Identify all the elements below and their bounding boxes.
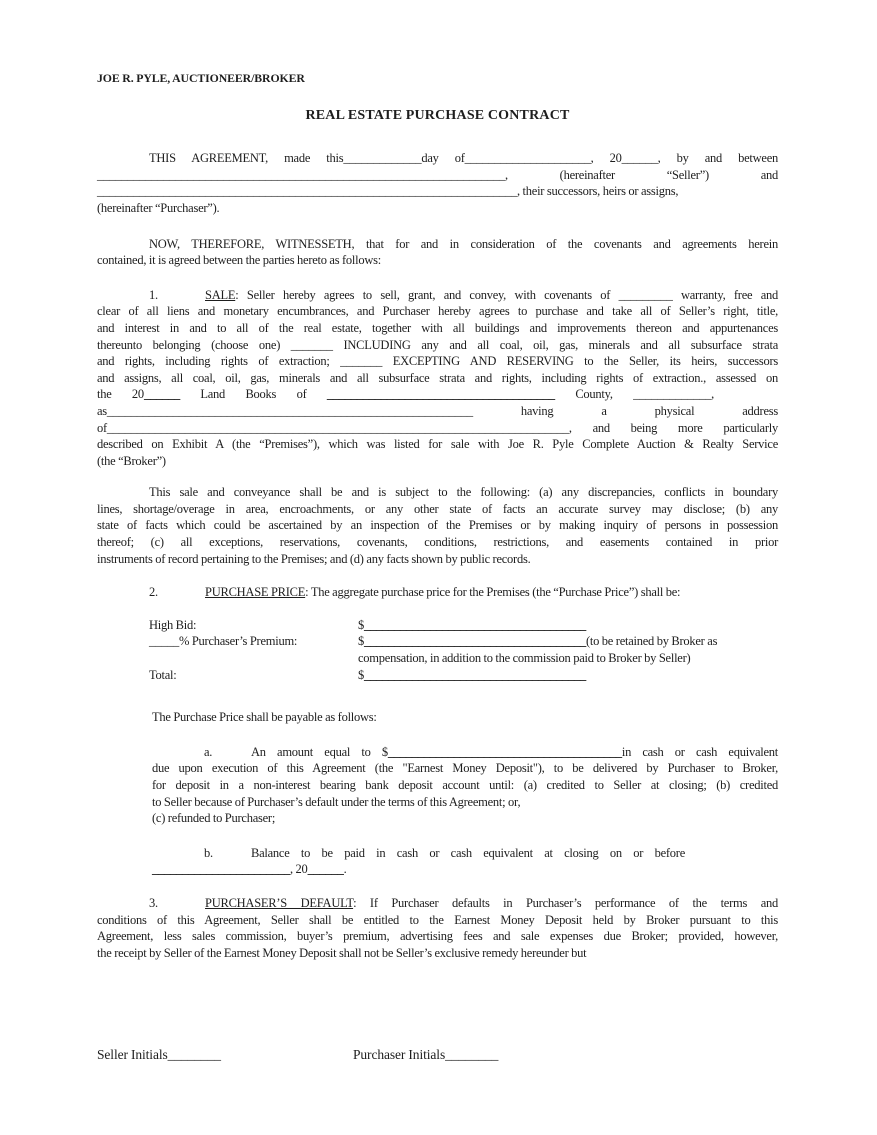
text-line [97,337,778,354]
text-line [97,200,778,217]
fill-in-blank: _____________________________________________________________ [106,403,473,418]
fill-in-blank: ______ [307,862,344,877]
text-line [152,777,778,794]
section-3-purchasers-default [97,895,778,961]
clause-letter: a. [204,744,213,759]
fill-in-blank: ____________________________________________________________________ [97,167,505,182]
price-premium-note [358,650,778,667]
text-line [97,287,778,304]
text-run: $ [358,634,364,649]
text-line [97,501,778,518]
text-line [152,794,778,811]
text-run: The Purchase Price shall be payable as follows: [152,710,377,725]
text-run: , by and between [657,151,779,166]
price-label [149,633,358,650]
text-run: Agreement, less sales commission, buyer’s premium, advertising fees and sale expenses due Broker; provided, however, [97,929,778,944]
text-run: : If Purchaser defaults in Purchaser’s performance of the terms and [353,895,778,910]
text-line [97,252,778,269]
text-run: This sale and conveyance shall be and is subject to the following: (a) any discrepancies, conflicts in boundary [149,485,778,500]
text-run: NOW, THEREFORE, WITNESSETH, that for and in consideration of the covenants and agreements herein [149,236,778,251]
text-line [152,760,778,777]
text-line [97,484,778,501]
text-line [97,320,778,337]
fill-in-blank: ______________________________________ [326,387,555,402]
text-run: compensation, in addition to the commission paid to Broker by Seller) [358,651,691,666]
text-run: : Seller hereby agrees to sell, grant, and convey, with covenants of [235,287,619,302]
text-run: EXCEPTING AND RESERVING to the Seller, its heirs, successors [382,354,778,369]
text-run: in cash or cash equivalent [621,744,778,759]
text-run: having a physical address [472,403,778,418]
text-run: instruments of record pertaining to the Premises; and (d) any facts shown by public records. [97,551,531,566]
text-run: and rights, including rights of extraction; [97,354,341,369]
text-line [97,420,778,437]
text-line [97,353,778,370]
fill-in-blank: _____________________________________ [364,634,586,649]
text-line [97,517,778,534]
clause-b-balance [152,845,778,878]
section-2-purchase-price [97,584,778,601]
price-value [358,668,586,682]
text-line [97,236,778,253]
text-run: , their successors, heirs or assigns, [517,184,679,199]
text-line [97,928,778,945]
fill-in-blank: _____________________ [464,151,591,166]
section-number: 1. [149,287,158,302]
text-run: due upon execution of this Agreement (the "Earnest Money Deposit"), to be delivered by Purchaser to Broker, [152,761,778,776]
text-line [97,945,778,962]
fill-in-blank: ______ [143,387,180,402]
text-run: thereunto belonging (choose one) [97,337,291,352]
text-run: and interest in and to all of the real estate, together with all buildings and improvements thereon and appurtenances [97,320,778,335]
section-heading: SALE [205,287,236,302]
fill-in-blank: _______ [340,354,383,369]
fill-in-blank: ______ [621,151,658,166]
section-heading: PURCHASER’S DEFAULT [205,895,354,910]
text-run: to Seller because of Purchaser’s default under the terms of this Agreement; or, [152,794,521,809]
text-run: , and being more particularly [568,420,778,435]
fill-in-blank: _______________________________________ [387,744,622,759]
text-line [97,436,778,453]
text-run: Land Books of [179,387,327,402]
text-run: $ [358,617,364,632]
text-line [97,584,778,601]
text-line [97,183,778,200]
price-row-premium [97,633,778,650]
text-run: Seller Initials [97,1047,168,1063]
text-line [97,453,778,470]
text-run: thereof; (c) all exceptions, reservations, covenants, conditions, restrictions, and easements contained in prior [97,535,778,550]
text-line [97,895,778,912]
text-line [97,167,778,184]
text-run: THIS AGREEMENT, made this [149,151,344,166]
initials-footer [97,1047,778,1064]
seller-initials-line [97,1047,353,1064]
text-run: (the “Broker”) [97,453,166,468]
text-run: , (hereinafter “Seller”) and [505,167,778,182]
text-run: clear of all liens and monetary encumbrances, and Purchaser hereby agrees to purchase and take all of Seller’s right, title, [97,304,778,319]
fill-in-blank: _______ [290,337,333,352]
fill-in-blank: _____________ [633,387,712,402]
price-row-high-bid [97,617,778,634]
clause-a-earnest-money [152,744,778,827]
fill-in-blank: _____ [149,634,179,649]
text-run: % Purchaser’s Premium: [179,634,298,649]
text-run: conditions of this Agreement, Seller shall be entitled to the Earnest Money Deposit held by Broker pursuant to this [97,912,778,927]
text-line [152,845,778,862]
text-line [97,534,778,551]
fill-in-blank: _____________________________________________________________________________ [106,420,569,435]
text-run: $ [358,667,364,682]
text-line [152,861,778,878]
text-run: of [97,420,107,435]
text-run: , 20 [590,151,622,166]
subject-to-clause [97,484,778,567]
fill-in-blank: _____________ [343,151,422,166]
text-run: (to be retained by Broker as [586,634,718,649]
price-value [358,618,586,632]
agreement-intro-paragraph [97,150,778,216]
text-run: (c) refunded to Purchaser; [152,811,276,826]
text-run: , [711,387,714,402]
text-line [97,370,778,387]
price-label [149,667,358,684]
fill-in-blank: _____________________________________ [364,617,586,632]
text-line [97,403,778,420]
purchaser-initials-line [353,1047,498,1062]
text-run: , 20 [290,862,308,877]
fill-in-blank: _____________________________________ [364,667,586,682]
text-line [97,912,778,929]
text-run: High Bid: [149,617,197,632]
text-run: state of facts which could be ascertained by an inspection of the Premises or by making inquiry of persons in possession [97,518,778,533]
text-run: Balance to be paid in cash or cash equivalent at closing on or before [251,845,685,860]
payment-intro [152,709,778,726]
witnesseth-clause [97,236,778,269]
text-run: day of [421,151,465,166]
text-run: the 20 [97,387,144,402]
text-line [152,744,778,761]
price-label [149,617,358,634]
text-line [152,810,778,827]
text-run: . [343,862,347,877]
text-run: An amount equal to $ [251,744,388,759]
text-run: : The aggregate purchase price for the Premises (the “Purchase Price”) shall be: [305,585,681,600]
text-line [97,551,778,568]
price-table [97,617,778,683]
text-run: and assigns, all coal, oil, gas, minerals and all subsurface strata and rights, including rights of extraction., assessed on [97,370,778,385]
text-line [152,709,778,726]
text-run: INCLUDING any and all coal, oil, gas, minerals and all subsurface strata [332,337,779,352]
document-title: REAL ESTATE PURCHASE CONTRACT [305,107,570,123]
text-run: the receipt by Seller of the Earnest Money Deposit shall not be Seller’s exclusive remedy hereunder but [97,945,587,960]
text-run: lines, shortage/overage in area, encroachments, or any other state of facts an accurate survey may disclose; (b) any [97,501,778,516]
text-run: contained, it is agreed between the parties hereto as follows: [97,253,381,268]
text-run: described on Exhibit A (the “Premises”), which was listed for sale with Joe R. Pyle Complete Auction & Realty Service [97,437,778,452]
fill-in-blank: _________ [618,287,673,302]
section-number: 2. [149,585,158,600]
section-1-sale [97,287,778,470]
section-number: 3. [149,895,158,910]
text-line [97,386,778,403]
text-line [97,303,778,320]
text-run: as [97,403,107,418]
text-line [97,150,778,167]
text-run: (hereinafter “Purchaser”). [97,200,220,215]
broker-header: JOE R. PYLE, AUCTIONEER/BROKER [97,71,305,85]
text-run: Purchaser Initials [353,1047,446,1063]
text-run: for deposit in a non-interest bearing bank deposit account until: (a) credited to Seller at closing; (b) credited [152,778,778,792]
text-run: warranty, free and [672,287,778,302]
fill-in-blank: ________ [167,1047,221,1063]
fill-in-blank: ________ [445,1047,499,1063]
section-heading: PURCHASE PRICE [205,585,306,600]
text-run: County, [554,387,634,402]
text-run: Total: [149,667,177,682]
clause-letter: b. [204,845,213,860]
fill-in-blank: _______________________ [152,862,290,877]
price-value [358,634,717,648]
fill-in-blank: ______________________________________________________________________ [97,184,517,199]
price-row-total [97,667,778,684]
